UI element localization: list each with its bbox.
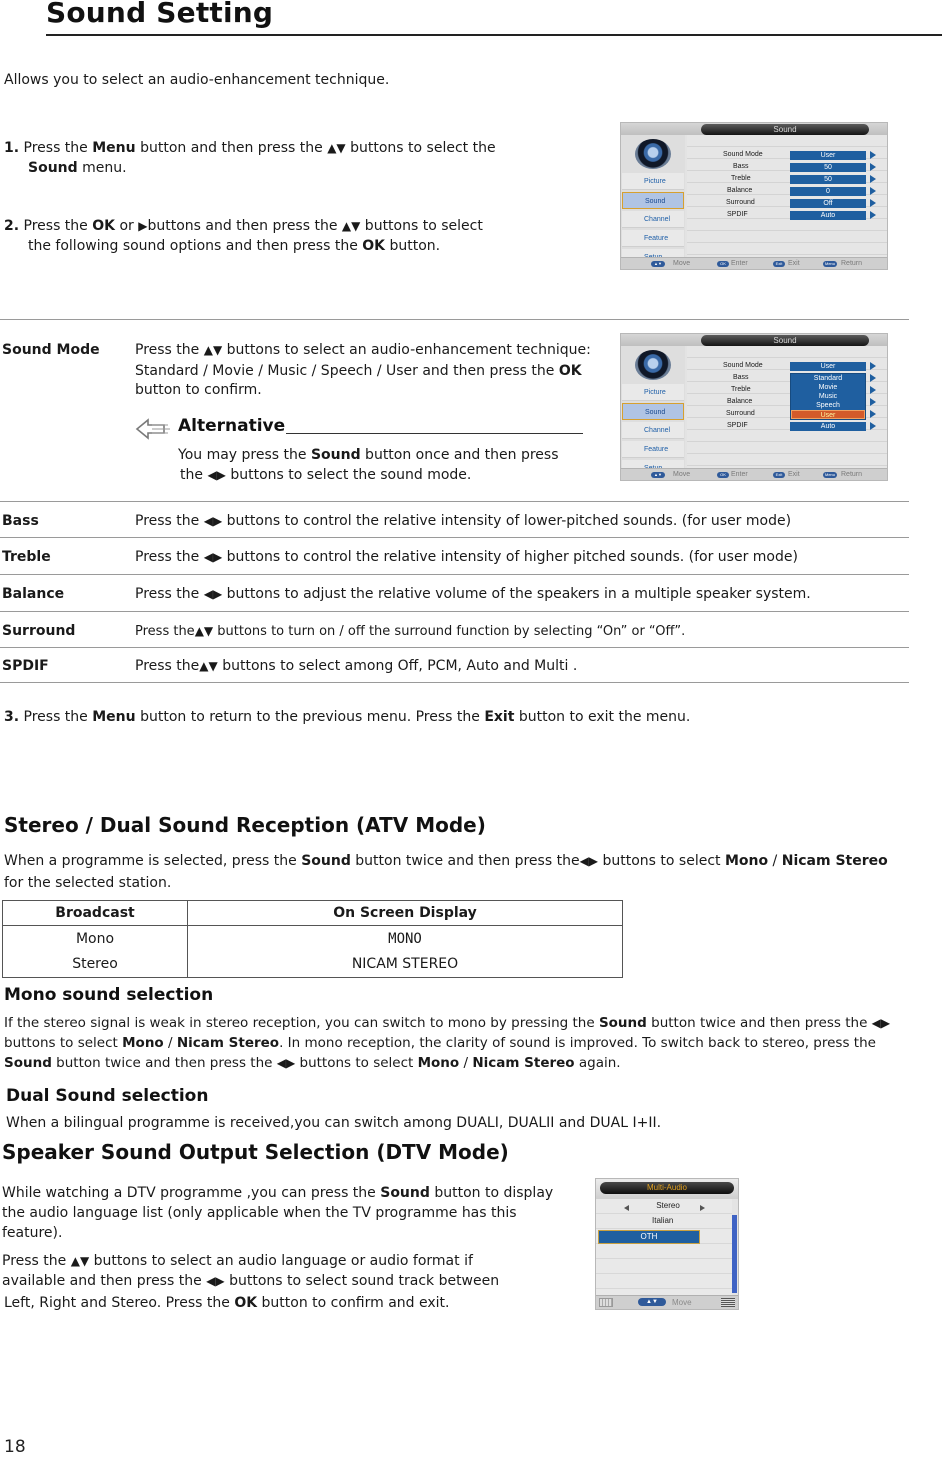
right-arrow-icon	[700, 1205, 705, 1211]
osd-row-label: SPDIF	[727, 422, 748, 429]
exit-key-icon: Exit	[773, 261, 785, 267]
desc-text: If the stereo signal is weak in stereo reception, you can switch to mono by pressing the	[4, 1015, 599, 1031]
step-text: button to exit the menu.	[514, 709, 691, 725]
option-label-bass: Bass	[2, 513, 39, 529]
step-text: Press the	[23, 140, 93, 156]
osd-settings-panel	[687, 346, 887, 468]
up-down-arrows-icon: ▲▼	[194, 624, 214, 638]
mono-keyword: Mono	[417, 1055, 460, 1071]
nicam-keyword: Nicam Stereo	[472, 1055, 575, 1071]
osd-value: Auto	[790, 211, 866, 220]
sound-keyword: Sound	[301, 853, 351, 869]
stereo-desc-2: for the selected station.	[4, 875, 172, 891]
dropdown-item: Music	[818, 393, 838, 400]
desc-text: again.	[574, 1055, 621, 1071]
osd-footer	[621, 257, 887, 269]
desc-text: the	[180, 467, 208, 483]
desc-text: Press the	[135, 513, 204, 529]
alternative-underline	[286, 433, 583, 434]
desc-text: button once and then press	[360, 447, 559, 463]
divider	[0, 574, 909, 575]
osd-menu-channel: Channel	[622, 211, 684, 228]
osd-footer-exit: Exit	[788, 260, 800, 267]
osd-menu-sound: Sound	[622, 192, 684, 209]
bass-desc	[135, 511, 791, 531]
ok-keyword: OK	[362, 238, 386, 254]
right-arrow-icon	[870, 163, 876, 171]
osd-row-label: Surround	[726, 410, 755, 417]
dual-section-title: Dual Sound selection	[6, 1086, 209, 1106]
right-arrow-icon	[870, 151, 876, 159]
osd-row-label: Bass	[733, 163, 749, 170]
osd-value: 50	[790, 175, 866, 184]
step-text: buttons and then press the	[147, 218, 342, 234]
table-row	[3, 926, 623, 952]
right-arrow-icon	[870, 175, 876, 183]
osd-row-label: SPDIF	[727, 211, 748, 218]
mono-section-title: Mono sound selection	[4, 985, 214, 1005]
osd-value: User	[790, 151, 866, 160]
osd-value: 50	[790, 163, 866, 172]
divider	[0, 537, 909, 538]
osd-sidebar	[621, 346, 685, 468]
left-right-arrows-icon: ◀▶	[276, 1056, 296, 1070]
multi-audio-footer-move: Move	[672, 1298, 692, 1307]
osd-menu-feature: Feature	[622, 230, 684, 247]
osd-footer-exit: Exit	[788, 471, 800, 478]
nav-keys-icon: ▲▼	[638, 1298, 666, 1306]
dtv-desc-6	[4, 1293, 450, 1313]
page-title: Sound Setting	[46, 0, 274, 29]
ok-key-icon: OK	[717, 472, 729, 478]
step-text: or	[115, 218, 139, 234]
broadcast-table	[2, 900, 623, 978]
step-number: 1.	[4, 140, 20, 156]
intro-text: Allows you to select an audio-enhancement technique.	[4, 72, 390, 88]
dtv-desc-3: feature).	[2, 1225, 63, 1241]
multi-audio-item: Italian	[652, 1216, 674, 1225]
dtv-desc-5	[2, 1271, 499, 1291]
sound-keyword: Sound	[310, 447, 361, 463]
menu-keyword: Menu	[92, 140, 136, 156]
alternative-desc-1	[178, 445, 559, 465]
table-cell: Stereo	[3, 952, 188, 978]
osd-sidebar	[621, 135, 685, 257]
step-text: button and then press the	[135, 140, 328, 156]
exit-keyword: Exit	[484, 709, 515, 725]
desc-text: button to confirm and exit.	[257, 1295, 450, 1311]
list-icon	[721, 1298, 735, 1307]
desc-text: buttons to control the relative intensity of lower-pitched sounds. (for user mode)	[222, 513, 792, 529]
dropdown-item: Standard	[813, 375, 843, 382]
desc-text: /	[459, 1055, 473, 1071]
desc-text: Standard / Movie / Music / Speech / User and then press the	[135, 363, 559, 379]
osd-row-label: Treble	[731, 386, 751, 393]
right-arrow-icon	[870, 187, 876, 195]
right-arrow-icon	[870, 410, 876, 418]
step-text: the following sound options and then press the	[28, 238, 363, 254]
sound-mode-dropdown	[790, 373, 866, 420]
desc-text: buttons to control the relative intensity of higher pitched sounds. (for user mode)	[222, 549, 798, 565]
desc-text: buttons to select sound track between	[224, 1273, 500, 1289]
step-text: Press the	[23, 218, 93, 234]
desc-text: buttons to select among Off, PCM, Auto and Multi .	[217, 658, 578, 674]
osd-row-label: Balance	[727, 187, 753, 194]
step-text: button to return to the previous menu. Press the	[135, 709, 485, 725]
step-2-cont	[28, 236, 440, 256]
surround-desc	[135, 621, 685, 642]
ok-key-icon: OK	[717, 261, 729, 267]
left-right-arrows-icon: ◀▶	[203, 550, 223, 564]
osd-row-label: Surround	[726, 199, 755, 206]
step-text: button.	[385, 238, 441, 254]
osd-footer-move: Move	[673, 260, 691, 267]
option-label-surround: Surround	[2, 623, 76, 639]
table-header-row	[3, 901, 623, 926]
osd-menu-picture: Picture	[622, 384, 684, 401]
table-row	[3, 952, 623, 978]
divider	[0, 319, 909, 320]
dtv-section-title: Speaker Sound Output Selection (DTV Mode)	[2, 1140, 509, 1164]
multi-audio-footer	[596, 1295, 738, 1309]
desc-text: /	[163, 1035, 177, 1051]
desc-text: Press the	[135, 624, 195, 639]
desc-text: button twice and then press the	[646, 1015, 872, 1031]
stereo-desc-1	[4, 851, 888, 871]
desc-text: While watching a DTV programme ,you can press the	[2, 1185, 381, 1201]
up-down-key-icon: ▲▼	[651, 261, 665, 267]
sound-mode-desc-1	[135, 340, 591, 360]
osd-settings-panel	[687, 135, 887, 257]
step-3	[4, 707, 690, 727]
step-1-cont	[28, 158, 127, 178]
osd-footer	[621, 468, 887, 480]
nicam-keyword: Nicam Stereo	[781, 853, 888, 869]
up-down-arrows-icon: ▲▼	[70, 1254, 90, 1268]
desc-text: Press the	[135, 342, 204, 358]
alternative-title: Alternative	[178, 416, 286, 436]
menu-keyword: Menu	[92, 709, 136, 725]
up-down-arrows-icon: ▲▼	[341, 219, 361, 233]
sound-keyword: Sound	[598, 1015, 647, 1031]
mono-desc-3	[4, 1053, 621, 1073]
step-2	[4, 216, 483, 236]
menu-key-icon: Menu	[824, 472, 835, 477]
multi-audio-item-selected: OTH	[598, 1230, 700, 1244]
right-arrow-icon	[870, 386, 876, 394]
left-right-arrows-icon: ◀▶	[871, 1016, 891, 1030]
osd-value: 0	[790, 187, 866, 196]
divider	[0, 501, 909, 502]
step-number: 3.	[4, 709, 20, 725]
desc-text: buttons to select the sound mode.	[225, 467, 472, 483]
multi-audio-item: Stereo	[656, 1201, 680, 1210]
mono-desc-1	[4, 1013, 890, 1033]
exit-key-icon: Exit	[773, 472, 785, 478]
divider	[0, 682, 909, 683]
mono-desc-2	[4, 1033, 876, 1053]
alternative-desc-2	[180, 465, 471, 485]
title-underline	[46, 34, 942, 36]
desc-text: buttons to select	[4, 1035, 123, 1051]
desc-text: button twice and then press the	[51, 1055, 277, 1071]
desc-text: /	[768, 853, 782, 869]
up-down-arrows-icon: ▲▼	[327, 141, 346, 155]
divider	[0, 647, 909, 648]
desc-text: Left, Right and Stereo. Press the	[4, 1295, 235, 1311]
left-right-arrows-icon: ◀▶	[203, 514, 223, 528]
right-arrow-icon	[870, 422, 876, 430]
menu-key-icon: Menu	[824, 261, 835, 266]
desc-text: Press the	[135, 658, 200, 674]
osd-footer-move: Move	[673, 471, 691, 478]
desc-text: buttons to select an audio language or audio format if	[89, 1253, 473, 1269]
right-arrow-icon: ▶	[138, 219, 148, 233]
sound-mode-dropdown-screenshot	[620, 333, 888, 481]
desc-text: When a programme is selected, press the	[4, 853, 302, 869]
right-arrow-icon	[870, 211, 876, 219]
sound-keyword: Sound	[4, 1055, 52, 1071]
desc-text: button twice and then press the	[350, 853, 580, 869]
multi-audio-list	[596, 1199, 732, 1295]
dtv-desc-2: the audio language list (only applicable when the TV programme has this	[2, 1205, 517, 1221]
desc-text: Press the	[2, 1253, 71, 1269]
osd-row-label: Balance	[727, 398, 753, 405]
osd-menu-picture: Picture	[622, 173, 684, 190]
ok-keyword: OK	[558, 363, 582, 379]
desc-text: button to display	[429, 1185, 554, 1201]
ok-keyword: OK	[234, 1295, 258, 1311]
osd-menu-feature: Feature	[622, 441, 684, 458]
option-label-treble: Treble	[2, 549, 51, 565]
table-header: On Screen Display	[188, 901, 623, 926]
osd-value: Off	[790, 199, 866, 208]
mono-keyword: Mono	[724, 853, 769, 869]
step-text: buttons to select the	[345, 140, 496, 156]
option-label-balance: Balance	[2, 586, 65, 602]
divider	[0, 611, 909, 612]
multi-audio-scrollbar	[732, 1215, 737, 1293]
ok-keyword: OK	[92, 218, 115, 234]
desc-text: buttons to select an audio-enhancement technique:	[222, 342, 591, 358]
speaker-icon	[635, 350, 671, 380]
spdif-desc	[135, 656, 577, 676]
left-right-arrows-icon: ◀▶	[203, 587, 223, 601]
dtv-desc-1	[2, 1183, 553, 1203]
nicam-keyword: Nicam Stereo	[176, 1035, 280, 1051]
sound-keyword: Sound	[380, 1185, 430, 1201]
left-right-arrows-icon: ◀▶	[207, 468, 226, 482]
step-text: buttons to select	[360, 218, 483, 234]
table-cell: Mono	[3, 926, 188, 952]
desc-text: You may press the	[178, 447, 311, 463]
osd-footer-return: Return	[841, 471, 863, 478]
sound-keyword: Sound	[28, 160, 78, 176]
alternative-hand-icon	[134, 414, 174, 444]
up-down-arrows-icon: ▲▼	[203, 343, 223, 357]
osd-footer-enter: Enter	[731, 260, 748, 267]
multi-audio-screenshot	[595, 1178, 739, 1310]
desc-text: available and then press the	[2, 1273, 207, 1289]
left-right-arrows-icon: ◀▶	[206, 1274, 225, 1288]
desc-text: . In mono reception, the clarity of sound is improved. To switch back to stereo, press the	[279, 1035, 876, 1051]
sound-menu-screenshot	[620, 122, 888, 270]
osd-value: Auto	[790, 422, 866, 431]
sound-mode-desc-3: button to confirm.	[135, 382, 262, 398]
desc-text: Press the	[135, 586, 204, 602]
multi-audio-title: Multi-Audio	[646, 1183, 687, 1192]
dropdown-item: Movie	[818, 384, 838, 391]
osd-title: Sound	[701, 124, 869, 135]
option-label-spdif: SPDIF	[2, 658, 49, 674]
osd-menu-channel: Channel	[622, 422, 684, 439]
up-down-key-icon: ▲▼	[651, 472, 665, 478]
table-cell: MONO	[188, 926, 623, 952]
left-right-arrows-icon: ◀▶	[579, 854, 599, 868]
step-number: 2.	[4, 218, 20, 234]
osd-row-label: Bass	[733, 374, 749, 381]
speaker-icon	[635, 139, 671, 169]
right-arrow-icon	[870, 199, 876, 207]
desc-text: buttons to turn on / off the surround function by selecting “On” or “Off”.	[213, 624, 686, 639]
desc-text: buttons to select	[598, 853, 725, 869]
option-label-sound-mode: Sound Mode	[2, 342, 100, 358]
osd-footer-enter: Enter	[731, 471, 748, 478]
desc-text: buttons to adjust the relative volume of the speakers in a multiple speaker system.	[222, 586, 811, 602]
step-text: menu.	[77, 160, 127, 176]
osd-menu-sound: Sound	[622, 403, 684, 420]
dual-desc: When a bilingual programme is received,you can switch among DUALI, DUALII and DUAL I+II.	[6, 1115, 662, 1131]
page-number: 18	[4, 1437, 26, 1457]
dropdown-item-selected: User	[791, 410, 865, 419]
balance-desc	[135, 584, 811, 604]
step-text: Press the	[23, 709, 93, 725]
left-arrow-icon	[624, 1205, 629, 1211]
osd-current-value: User	[790, 362, 866, 371]
table-cell: NICAM STEREO	[188, 952, 623, 978]
osd-row-label: Sound Mode	[723, 151, 763, 158]
desc-text: buttons to select	[295, 1055, 418, 1071]
osd-footer-return: Return	[841, 260, 863, 267]
sound-mode-desc-2	[135, 361, 582, 381]
table-header: Broadcast	[3, 901, 188, 926]
step-1	[4, 138, 496, 158]
right-arrow-icon	[870, 398, 876, 406]
mono-keyword: Mono	[122, 1035, 164, 1051]
desc-text: Press the	[135, 549, 204, 565]
right-arrow-icon	[870, 362, 876, 370]
dropdown-item: Speech	[816, 402, 840, 409]
treble-desc	[135, 547, 798, 567]
osd-row-label: Treble	[731, 175, 751, 182]
up-down-arrows-icon: ▲▼	[199, 659, 218, 673]
dtv-desc-4	[2, 1251, 473, 1271]
grid-icon	[599, 1298, 613, 1307]
osd-title: Sound	[701, 335, 869, 346]
osd-row-label: Sound Mode	[723, 362, 763, 369]
right-arrow-icon	[870, 374, 876, 382]
stereo-section-title: Stereo / Dual Sound Reception (ATV Mode)	[4, 813, 486, 837]
